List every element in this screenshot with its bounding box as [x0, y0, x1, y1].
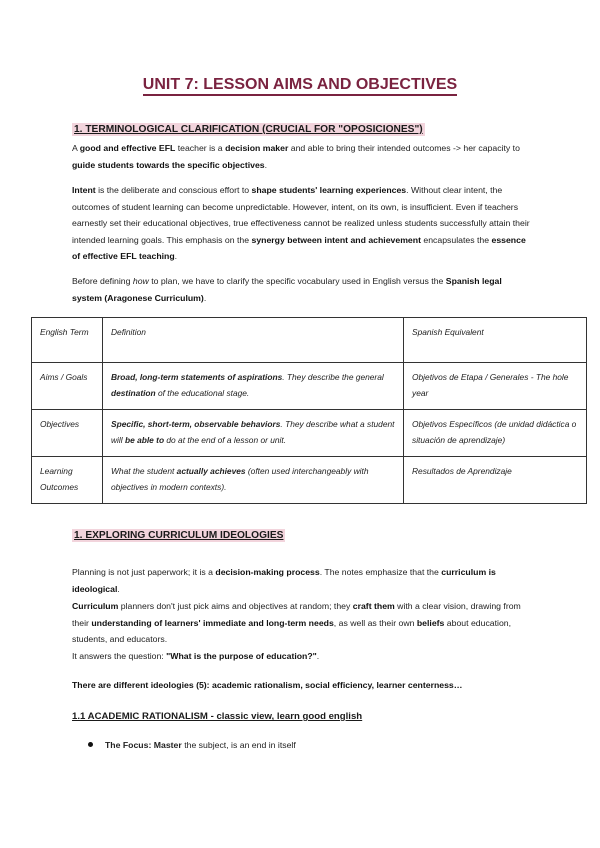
paragraph-curriculum: Curriculum planners don't just pick aims and objectives at random; they craft them with a clear vision, drawing from their understanding of learners' immediate and long-term needs, as well as their own beliefs about education, students, and educators. It answers the question: "What is the purpose of education?". [72, 601, 521, 661]
table-cell-term: Learning Outcomes [32, 457, 103, 504]
table-header-cell: Spanish Equivalent [404, 318, 587, 363]
table-cell-definition: What the student actually achieves (often used interchangeably with objectives in modern contexts). [103, 457, 404, 504]
table-cell-definition: Specific, short-term, observable behaviors. They describe what a student will be able to do at the end of a lesson or unit. [103, 410, 404, 457]
paragraph-teacher-role: A good and effective EFL teacher is a decision maker and able to bring their intended outcomes -> her capacity to guide students towards the specific objectives. [72, 143, 520, 170]
table-cell-spanish: Objetivos Específicos (de unidad didáctica o situación de aprendizaje) [404, 410, 587, 457]
table-row [32, 410, 587, 457]
table-header-cell: English Term [32, 318, 103, 363]
bullet-icon [88, 742, 93, 747]
table-cell-spanish: Objetivos de Etapa / Generales - The hole year [404, 363, 587, 410]
table-cell-term: Aims / Goals [32, 363, 103, 410]
section-2-heading: 1. EXPLORING CURRICULUM IDEOLOGIES [74, 530, 284, 541]
paragraph-ideologies: There are different ideologies (5): academic rationalism, social efficiency, learner centerness… [72, 680, 463, 690]
table-row [32, 363, 587, 410]
table-row [32, 457, 587, 504]
list-item: The Focus: Master the subject, is an end in itself [88, 740, 296, 750]
paragraph-intent: Intent is the deliberate and conscious effort to shape students' learning experiences. Without clear intent, the outcomes of student learning can become unpredictable. However, intent, on its own, is insufficient. Even if teachers earnestly set their educational objectives, true effectiveness cannot be realized unless students successfully attain their intended learning goals. This emphasis on the synergy between intent and achievement encapsulates the essence of effective EFL teaching. [72, 185, 530, 261]
table-cell-term: Objectives [32, 410, 103, 457]
paragraph-planning: Planning is not just paperwork; it is a decision-making process. The notes emphasize that the curriculum is ideological. [72, 567, 496, 594]
table-header-row [32, 318, 587, 363]
section-1-heading: 1. TERMINOLOGICAL CLARIFICATION (CRUCIAL FOR "OPOSICIONES") [74, 124, 423, 135]
table-cell-definition: Broad, long-term statements of aspirations. They describe the general destination of the educational stage. [103, 363, 404, 410]
page-title: UNIT 7: LESSON AIMS AND OBJECTIVES [0, 76, 600, 94]
table-cell-spanish: Resultados de Aprendizaje [404, 457, 587, 504]
paragraph-vocabulary: Before defining how to plan, we have to clarify the specific vocabulary used in English versus the Spanish legal system (Aragonese Curriculum). [72, 276, 502, 303]
table-header-cell: Definition [103, 318, 404, 363]
terminology-table [31, 317, 587, 504]
section-3-heading: 1.1 ACADEMIC RATIONALISM - classic view, learn good english [72, 711, 363, 722]
